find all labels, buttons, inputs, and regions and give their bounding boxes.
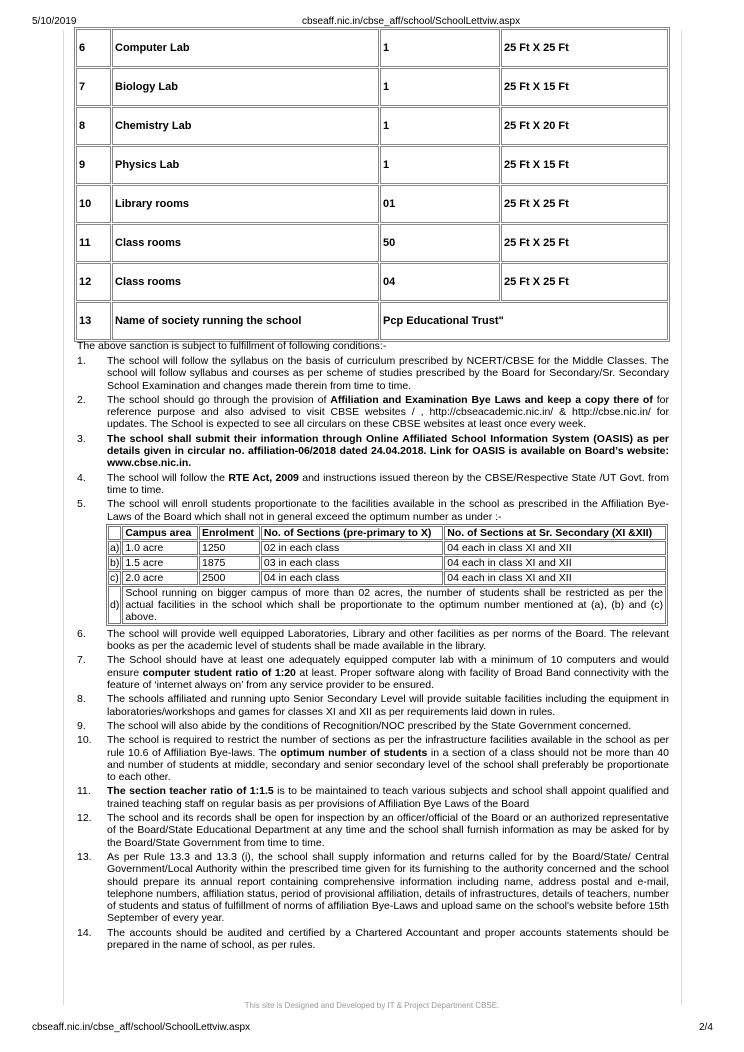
facility-name: Library rooms — [112, 185, 379, 223]
condition-text: The school should go through the provision of Affiliation and Examination Bye Laws and keep a copy there of for reference purpose and also advised to visit CBSE websites / , http://cbseacademic.nic.in/ & http://cbse.nic.in/ for updates. The School is expected to see all circulars on these CBSE websites at least once every week. — [107, 393, 669, 431]
infra-row — [76, 107, 668, 145]
condition-text: The school is required to restrict the number of sections as per the infrastructure facilities available in the school as per rule 10.6 of Affiliation Bye-laws. The optimum number of students in a section of a class should not be more than 40 and number of students at middle, secondary and senior secondary level of the school shall preferably be proportionate to each other. — [107, 734, 669, 784]
conditions-intro: The above sanction is subject to fulfillment of following conditions:- — [77, 340, 387, 352]
condition-number: 9. — [77, 719, 86, 732]
page-border-left — [63, 30, 64, 1005]
condition-number: 11. — [77, 785, 91, 798]
sections-sr-secondary: 04 each in class XI and XII — [444, 556, 666, 570]
condition-text: The school and its records shall be open for inspection by an officer/official of the Board or an authorized representative of the Board/State Educational Department at any time and the school shall furnish information as may be asked for by the Board/State Government from time to time. — [107, 812, 669, 849]
infra-row — [76, 263, 668, 301]
condition-text: The School should have at least one adequately equipped computer lab with a minimum of 10 computers and would ensure computer student ratio of 1:20 at least. Proper software along with facility of Broad Band connectivity with the feature of ‘internet always on’ from any service provider to be ensured. — [107, 654, 669, 692]
campus-area: 1.0 acre — [122, 541, 198, 555]
facility-count: 01 — [380, 185, 500, 223]
condition-item — [77, 812, 669, 849]
condition-text: The school will enroll students proportionate to the facilities available in the school as prescribed in the Affiliation Bye-Laws of the Board which shall not in general exceed the optimum number as under :- — [107, 498, 669, 523]
condition-item — [77, 498, 669, 626]
facility-count: 1 — [380, 146, 500, 184]
sections-pre-primary: 02 in each class — [261, 541, 443, 555]
row-letter: c) — [108, 571, 121, 585]
row-number: 6 — [76, 29, 111, 67]
facility-count: 1 — [380, 68, 500, 106]
facility-name: Chemistry Lab — [112, 107, 379, 145]
sections-row — [108, 556, 666, 570]
condition-text: The accounts should be audited and certified by a Chartered Accountant and proper accounts statements should be prepared in the name of school, as per rules. — [107, 926, 669, 951]
condition-text: As per Rule 13.3 and 13.3 (i), the school shall supply information and returns called for by the Board/State/ Central Government/Local Authority within the prescribed time given for its furnishing to the authority concerned and the school should prepare its annual report containing comprehensive information including name, address postal and e-mail, telephone numbers, affiliation status, period of provisional affiliation, details of infrastructures, details of teachers, number of students and status of fulfillment of norms of affiliation Bye-Laws and upload same on the school's website before 15th September of every year. — [107, 850, 669, 925]
sections-note: School running on bigger campus of more than 02 acres, the number of students shall be restricted as per the actual facilities in the school which shall be proportionate to the optimum number mentioned at (a), (b) and (c) above. — [122, 586, 666, 624]
row-letter: b) — [110, 556, 120, 569]
facility-count: 04 — [380, 263, 500, 301]
condition-number: 10. — [77, 734, 92, 747]
site-credit: This site is Designed and Developed by IT & Project Department CBSE. — [244, 1001, 500, 1010]
infrastructure-table — [74, 27, 670, 342]
column-header: Campus area — [122, 526, 198, 540]
row-number: 9 — [76, 146, 111, 184]
condition-number: 13. — [77, 850, 92, 863]
row-letter: d) — [108, 586, 121, 624]
sections-row — [108, 571, 666, 585]
infra-row — [76, 146, 668, 184]
condition-number: 4. — [77, 471, 86, 484]
condition-number: 6. — [77, 627, 86, 640]
campus-area: 1.5 acre — [122, 556, 198, 570]
column-header: Enrolment — [199, 526, 260, 540]
condition-item — [77, 734, 669, 783]
print-url-footer: cbseaff.nic.in/cbse_aff/school/SchoolLettviw.aspx — [32, 1022, 251, 1033]
condition-item — [77, 720, 669, 732]
facility-size: 25 Ft X 15 Ft — [501, 68, 668, 106]
sections-pre-primary: 03 in each class — [261, 556, 443, 570]
condition-item — [77, 355, 669, 392]
column-header: No. of Sections (pre-primary to X) — [261, 526, 443, 540]
condition-number: 1. — [77, 355, 86, 367]
infra-row — [76, 185, 668, 223]
facility-name: Biology Lab — [112, 68, 379, 106]
row-number: 7 — [76, 68, 111, 106]
facility-count: 1 — [380, 29, 500, 67]
sections-pre-primary: 04 in each class — [261, 571, 443, 585]
facility-size: 25 Ft X 25 Ft — [501, 185, 668, 223]
sections-sr-secondary: 04 each in class XI and XII — [444, 541, 666, 555]
facility-size: 25 Ft X 25 Ft — [501, 29, 668, 67]
infra-row — [76, 29, 668, 67]
society-name: Pcp Educational Trust" — [380, 302, 668, 340]
condition-text: The school will also abide by the conditions of Recognition/NOC prescribed by the State Government concerned. — [107, 719, 632, 732]
facility-size: 25 Ft X 25 Ft — [501, 263, 668, 301]
enrolment: 2500 — [199, 571, 260, 585]
page-number: 2/4 — [699, 1022, 713, 1033]
facility-count: 50 — [380, 224, 500, 262]
row-number: 12 — [76, 263, 111, 301]
condition-number: 14. — [77, 926, 92, 939]
condition-item — [77, 433, 669, 470]
row-number: 13 — [76, 302, 111, 340]
condition-item — [77, 628, 669, 653]
facility-count: 1 — [380, 107, 500, 145]
facility-size: 25 Ft X 15 Ft — [501, 146, 668, 184]
condition-number: 5. — [77, 498, 86, 511]
condition-item — [77, 472, 669, 497]
row-number: 8 — [76, 107, 111, 145]
conditions-list — [77, 355, 669, 953]
header-blank — [108, 526, 121, 540]
condition-item — [77, 927, 669, 952]
facility-name: Class rooms — [112, 263, 379, 301]
facility-name: Class rooms — [112, 224, 379, 262]
sections-row — [108, 541, 666, 555]
row-number: 11 — [76, 224, 111, 262]
facility-size: 25 Ft X 20 Ft — [501, 107, 668, 145]
sections-note-row — [108, 586, 666, 624]
facility-size: 25 Ft X 25 Ft — [501, 224, 668, 262]
sections-header-row — [108, 526, 666, 540]
condition-number: 8. — [77, 693, 86, 706]
condition-text: The school will follow the syllabus on the basis of curriculum prescribed by NCERT/CBSE for the Middle Classes. The school will follow syllabus and courses as per scheme of studies prescribed by the Board for Secondary/Sr. Secondary School Examination and changes made therein from time to time. — [107, 355, 669, 392]
facility-name: Computer Lab — [112, 29, 379, 67]
campus-area: 2.0 acre — [122, 571, 198, 585]
print-date: 5/10/2019 — [32, 16, 77, 27]
condition-number: 3. — [77, 432, 86, 445]
condition-text: The school shall submit their information through Online Affiliated School Information System (OASIS) as per details given in circular no. affiliation-06/2018 dated 24.04.2018. Link for OASIS is available on Board’s website: www.cbse.nic.in. — [107, 432, 669, 470]
enrolment: 1250 — [199, 541, 260, 555]
enrolment: 1875 — [199, 556, 260, 570]
condition-item — [77, 851, 669, 925]
condition-item — [77, 654, 669, 691]
infra-row — [76, 68, 668, 106]
row-letter: a) — [110, 541, 120, 554]
sections-sr-secondary: 04 each in class XI and XII — [444, 571, 666, 585]
condition-text: The section teacher ratio of 1:1.5 is to be maintained to teach various subjects and school shall appoint qualified and trained teaching staff on regular basis as per provisions of Affiliation Bye Laws of the Board — [107, 785, 669, 810]
condition-text: The school will provide well equipped Laboratories, Library and other facilities as per norms of the Board. The relevant books as per the academic level of students shall be made available in the library. — [107, 627, 669, 653]
print-url-header: cbseaff.nic.in/cbse_aff/school/SchoolLettviw.aspx — [302, 16, 521, 27]
condition-item — [77, 693, 669, 718]
condition-text: The schools affiliated and running upto Senior Secondary Level will provide suitable facilities including the equipment in laboratories/workshops and games for classes XI and XII as per requirements laid down in rules. — [107, 693, 669, 718]
infra-row — [76, 224, 668, 262]
row-number: 10 — [76, 185, 111, 223]
sections-table — [106, 524, 668, 626]
facility-name: Physics Lab — [112, 146, 379, 184]
condition-text: The school will follow the RTE Act, 2009 and instructions issued thereon by the CBSE/Respective State /UT Govt. from time to time. — [107, 471, 669, 496]
society-row — [76, 302, 668, 340]
condition-item — [77, 394, 669, 431]
condition-number: 2. — [77, 393, 86, 406]
condition-number: 12. — [77, 812, 92, 825]
society-label: Name of society running the school — [112, 302, 379, 340]
condition-number: 7. — [77, 654, 86, 667]
condition-item — [77, 785, 669, 810]
column-header: No. of Sections at Sr. Secondary (XI &XII) — [444, 526, 666, 540]
page-border-right — [681, 30, 682, 1005]
